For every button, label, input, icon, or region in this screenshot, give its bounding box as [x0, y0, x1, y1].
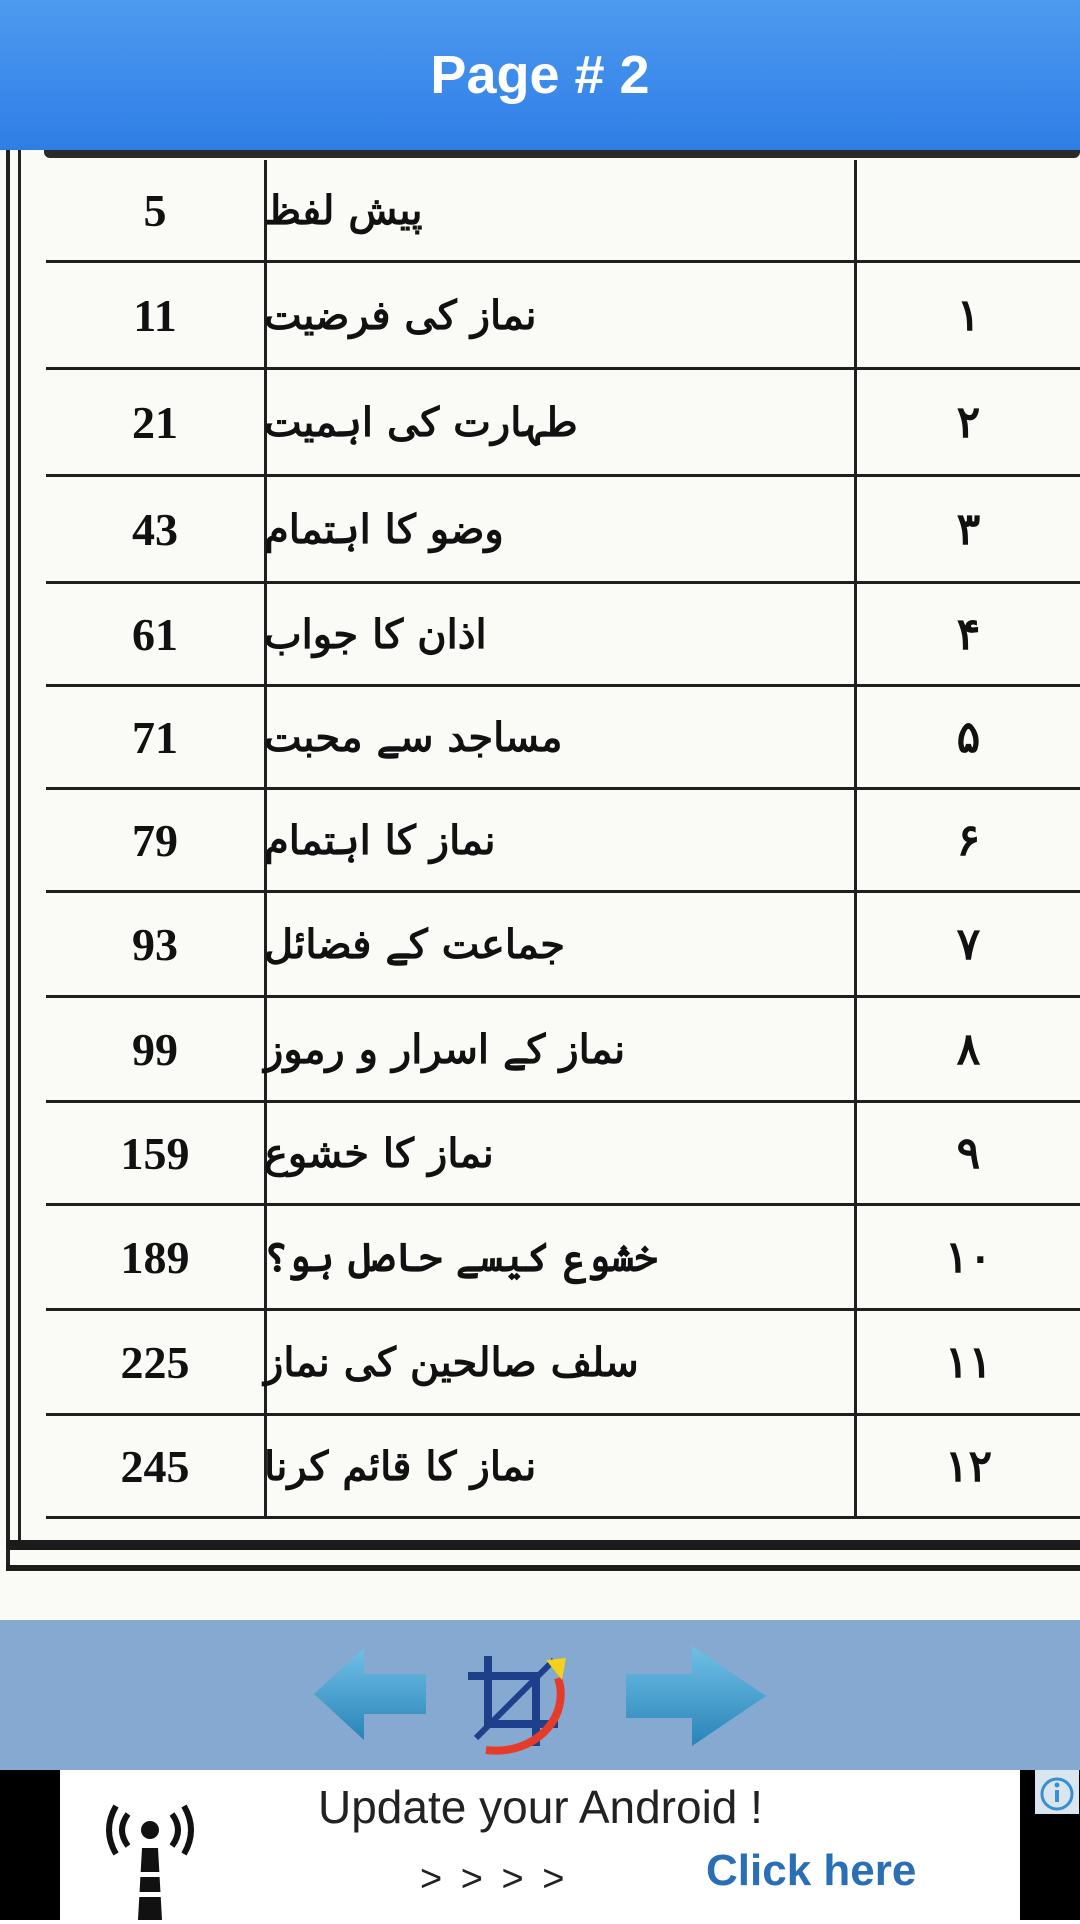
next-page-button[interactable] [626, 1646, 766, 1746]
ad-banner[interactable] [60, 1770, 1020, 1920]
table-of-contents [46, 160, 1080, 1519]
toc-page-number: 189 [46, 1206, 267, 1308]
toc-page-number: 43 [46, 477, 267, 581]
toc-page-number: 245 [46, 1416, 267, 1516]
toc-chapter-number: ۳ [956, 503, 981, 555]
app-header [0, 0, 1080, 150]
toc-title: طہارت کی اہمیت [264, 398, 578, 446]
toc-page-number: 225 [46, 1311, 267, 1413]
right-arrow-icon [626, 1646, 766, 1746]
toc-chapter-number: ۱۰ [944, 1231, 993, 1283]
toc-row [46, 1311, 1080, 1416]
crop-rotate-button[interactable] [466, 1646, 586, 1756]
scanned-page [0, 150, 1080, 1620]
toc-title: مساجد سے محبت [264, 713, 563, 761]
previous-page-button[interactable] [314, 1646, 428, 1742]
toc-row [46, 687, 1080, 790]
toc-chapter-number: ۶ [956, 814, 981, 866]
signal-tower-icon [100, 1792, 200, 1920]
toc-page-number: 93 [46, 893, 267, 995]
toc-row [46, 998, 1080, 1103]
left-arrow-icon [314, 1646, 428, 1742]
navigation-bar [0, 1620, 1080, 1770]
toc-title: سلف صالحین کی نماز [264, 1338, 639, 1386]
ad-click-here-link[interactable]: Click here [706, 1846, 917, 1895]
toc-page-number: 5 [46, 160, 267, 260]
page-frame-bottom [6, 1540, 1080, 1550]
info-icon [1037, 1772, 1077, 1812]
toc-chapter-number: ۱۱ [944, 1336, 993, 1388]
page-frame-bottom-inner [6, 1565, 1080, 1571]
toc-title: نماز کا قائم کرنا [264, 1442, 537, 1490]
crop-rotate-icon [466, 1646, 586, 1756]
toc-title: اذان کا جواب [264, 610, 487, 658]
toc-title: نماز کی فرضیت [264, 291, 537, 339]
toc-page-number: 99 [46, 998, 267, 1100]
toc-row [46, 584, 1080, 687]
toc-title: نماز کا اہتمام [264, 816, 496, 864]
toc-title: خشوع کیسے حاصل ہو؟ [264, 1233, 658, 1281]
ad-info-button[interactable] [1035, 1770, 1079, 1814]
toc-title: وضو کا اہتمام [264, 505, 504, 553]
toc-row [46, 1206, 1080, 1311]
toc-title: نماز کا خشوع [264, 1129, 494, 1177]
toc-chapter-number: ۹ [956, 1127, 981, 1179]
ad-title: Update your Android ! [318, 1781, 763, 1833]
toc-row [46, 790, 1080, 893]
toc-chapter-number [857, 160, 1080, 260]
toc-page-number: 159 [46, 1103, 267, 1203]
page-title: Page # 2 [430, 45, 650, 105]
ad-arrows: > > > > [420, 1858, 569, 1900]
toc-title: نماز کے اسرار و رموز [264, 1025, 626, 1073]
table-top-border [44, 150, 1080, 158]
toc-page-number: 71 [46, 687, 267, 787]
toc-chapter-number: ۸ [956, 1023, 981, 1075]
page-frame-left [6, 150, 10, 1570]
toc-page-number: 21 [46, 370, 267, 474]
toc-row [46, 477, 1080, 584]
toc-row [46, 893, 1080, 998]
toc-title: پیش لفظ [264, 186, 423, 234]
toc-page-number: 11 [46, 263, 267, 367]
toc-page-number: 79 [46, 790, 267, 890]
toc-chapter-number: ۵ [956, 711, 981, 763]
toc-row [46, 263, 1080, 370]
toc-page-number: 61 [46, 584, 267, 684]
toc-chapter-number: ۷ [956, 918, 981, 970]
toc-chapter-number: ۲ [956, 396, 981, 448]
toc-chapter-number: ۴ [956, 608, 981, 660]
page-frame-inner-left [18, 150, 21, 1540]
ad-container [0, 1770, 1080, 1920]
toc-row [46, 1416, 1080, 1519]
toc-row [46, 160, 1080, 263]
toc-chapter-number: ۱ [956, 289, 981, 341]
toc-row [46, 1103, 1080, 1206]
toc-row [46, 370, 1080, 477]
toc-chapter-number: ۱۲ [944, 1440, 993, 1492]
toc-title: جماعت کے فضائل [264, 920, 565, 968]
